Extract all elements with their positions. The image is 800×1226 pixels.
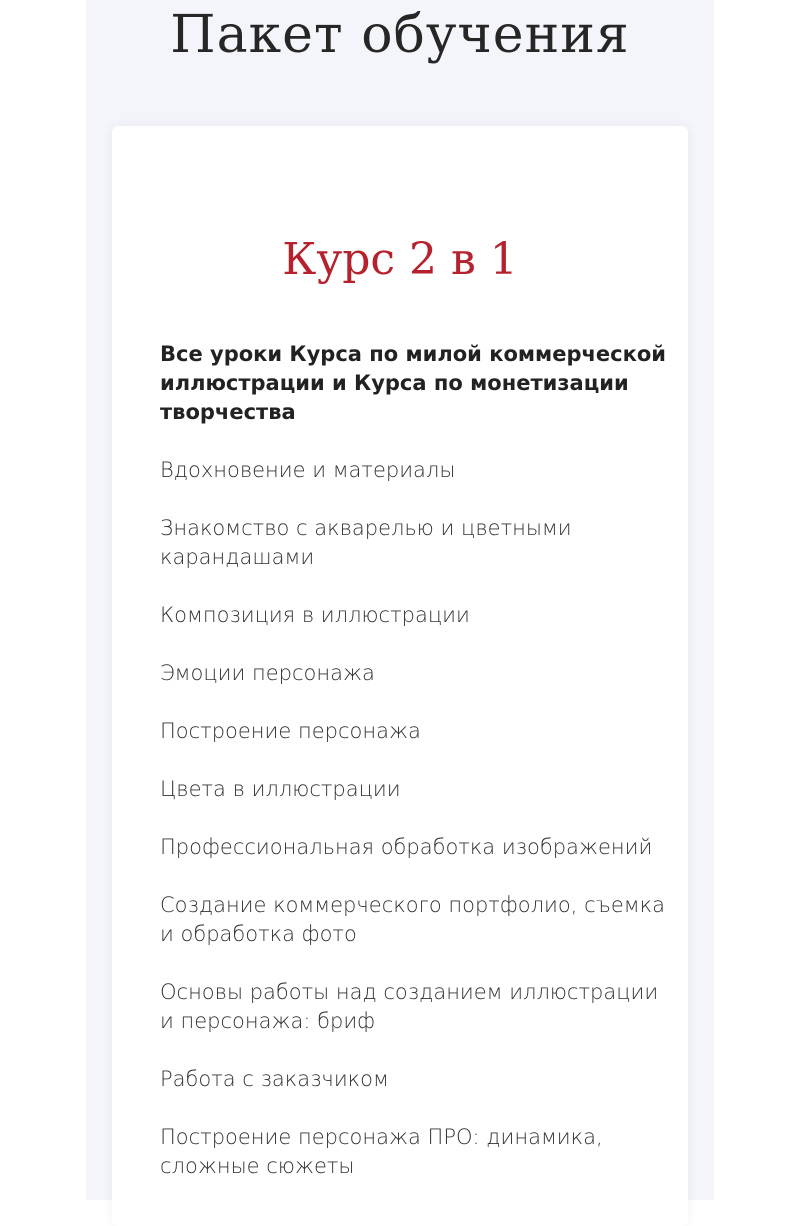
lesson-item: Эмоции персонажа	[160, 661, 375, 685]
lesson-item: Построение персонажа ПРО: динамика, сложные сюжеты	[160, 1125, 603, 1178]
lesson-item: Профессиональная обработка изображений	[160, 835, 653, 859]
course-intro: Все уроки Курса по милой коммерческой иллюстрации и Курса по монетизации творчества	[160, 342, 666, 424]
lesson-item: Цвета в иллюстрации	[160, 777, 401, 801]
lesson-item: Знакомство с акварелью и цветными карандашами	[160, 516, 572, 569]
lesson-item: Основы работы над созданием иллюстрации и персонажа: бриф	[160, 980, 659, 1033]
lesson-item: Вдохновение и материалы	[160, 458, 456, 482]
course-card	[112, 126, 688, 1226]
course-title: Курс 2 в 1	[282, 234, 518, 285]
lesson-item: Построение персонажа	[160, 719, 421, 743]
page-title: Пакет обучения	[170, 5, 630, 65]
lesson-item: Работа с заказчиком	[160, 1067, 389, 1091]
lesson-list	[160, 456, 670, 1210]
lesson-item: Композиция в иллюстрации	[160, 603, 470, 627]
lesson-item: Создание коммерческого портфолио, съемка и обработка фото	[160, 893, 665, 946]
